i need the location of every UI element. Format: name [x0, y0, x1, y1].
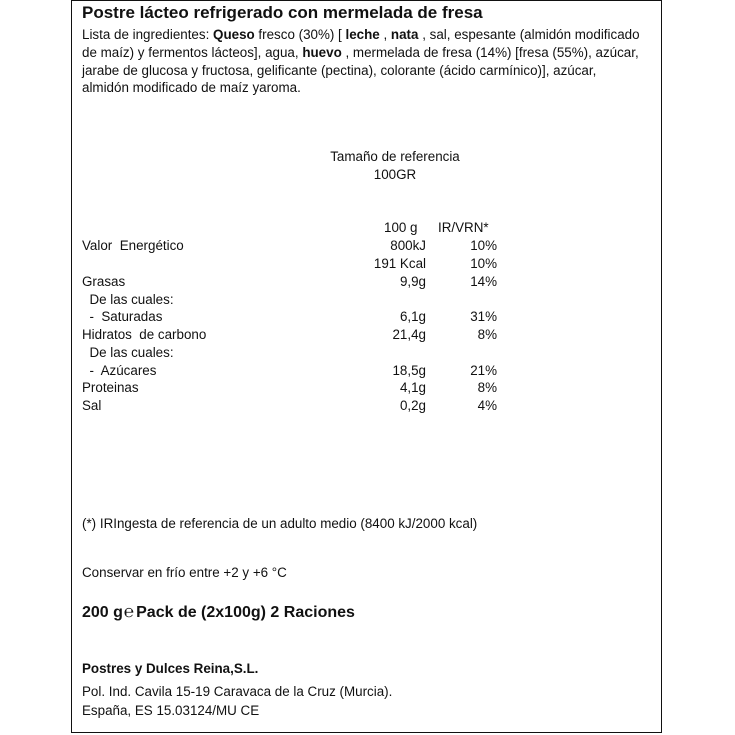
- company-registry: España, ES 15.03124/MU CE: [82, 703, 260, 718]
- nutrient-label: Valor Energético: [82, 238, 184, 253]
- nutrient-label: - Azúcares: [82, 363, 157, 378]
- nutrient-value-100g: 9,9g: [399, 274, 426, 289]
- nutrient-label: - Saturadas: [82, 309, 163, 324]
- nutrition-row: [0, 256, 735, 274]
- reference-size-label: Tamaño de referencia: [330, 149, 460, 164]
- pack-description: Pack de (2x100g) 2 Raciones: [136, 604, 355, 621]
- nutrient-value-ir: 4%: [477, 398, 497, 413]
- nutrient-label: Hidratos de carbono: [82, 327, 207, 342]
- nutrition-row: [0, 345, 735, 363]
- nutrient-value-ir: 10%: [470, 238, 497, 253]
- nutrient-value-100g: 18,5g: [392, 363, 426, 378]
- allergen-text: Queso: [213, 27, 255, 42]
- nutrition-row: [0, 398, 735, 416]
- nutrient-value-ir: 8%: [477, 327, 497, 342]
- reference-size-value: 100GR: [373, 167, 417, 182]
- nutrient-label: De las cuales:: [82, 292, 174, 307]
- nutrient-value-ir: 31%: [470, 309, 497, 324]
- nutrient-value-ir: 14%: [470, 274, 497, 289]
- allergen-text: huevo: [302, 44, 342, 60]
- nutrition-row: [0, 274, 735, 292]
- nutrition-row: [0, 309, 735, 327]
- ingredient-text: , mermelada de fresa (14%) [fresa (55%), azúcar, jarabe de glucosa y fructosa, gelificante (pectina), colorante (ácido carmínico)], azúcar, almidón modificado de maíz yaroma.: [82, 44, 639, 96]
- allergen-text: leche: [345, 27, 380, 42]
- storage-instructions: Conservar en frío entre +2 y +6 °C: [82, 565, 287, 580]
- nutrient-value-ir: 8%: [477, 380, 497, 395]
- ingredient-text: Lista de ingredientes:: [82, 27, 214, 42]
- nutrient-value-ir: 10%: [470, 256, 497, 271]
- nutrient-label: Proteinas: [82, 380, 139, 395]
- ingredient-text: , sal, espesante (almidón modificado de maíz) y fermentos lácteos], agua,: [82, 27, 640, 60]
- nutrient-value-100g: 800kJ: [390, 238, 426, 253]
- footnote: (*) IRIngesta de referencia de un adulto medio (8400 kJ/2000 kcal): [82, 516, 478, 531]
- nutrition-row: [0, 363, 735, 381]
- nutrient-value-100g: 191 Kcal: [373, 256, 426, 271]
- nutrient-value-100g: 0,2g: [399, 398, 426, 413]
- nutrient-label: Sal: [82, 398, 102, 413]
- nutrition-row: [0, 292, 735, 310]
- ingredient-text: ,: [379, 27, 391, 42]
- nutrient-value-100g: 21,4g: [392, 327, 426, 342]
- ingredient-text: fresco (30%) [: [254, 27, 346, 42]
- nutrient-label: Grasas: [82, 274, 126, 289]
- nutrition-row: [0, 380, 735, 398]
- allergen-text: nata: [390, 27, 419, 42]
- nutrition-header-row: [0, 220, 735, 238]
- product-title: Postre lácteo refrigerado con mermelada de fresa: [82, 3, 483, 22]
- pack-info: [82, 602, 355, 622]
- nutrient-value-100g: 6,1g: [399, 309, 426, 324]
- estimated-mark-icon: ℮: [123, 602, 135, 621]
- nutrient-value-ir: 21%: [470, 363, 497, 378]
- ingredients-list: [82, 26, 642, 97]
- nutrition-header-ir: IR/VRN*: [438, 220, 489, 235]
- company-name: Postres y Dulces Reina,S.L.: [82, 661, 259, 676]
- nutrient-label: De las cuales:: [82, 345, 174, 360]
- pack-weight: 200 g: [82, 604, 123, 621]
- nutrition-row: [0, 327, 735, 345]
- nutrition-row: [0, 238, 735, 256]
- nutrient-value-100g: 4,1g: [399, 380, 426, 395]
- company-address: Pol. Ind. Cavila 15-19 Caravaca de la Cruz (Murcia).: [82, 684, 393, 699]
- nutrition-header-100g: 100 g: [384, 220, 418, 235]
